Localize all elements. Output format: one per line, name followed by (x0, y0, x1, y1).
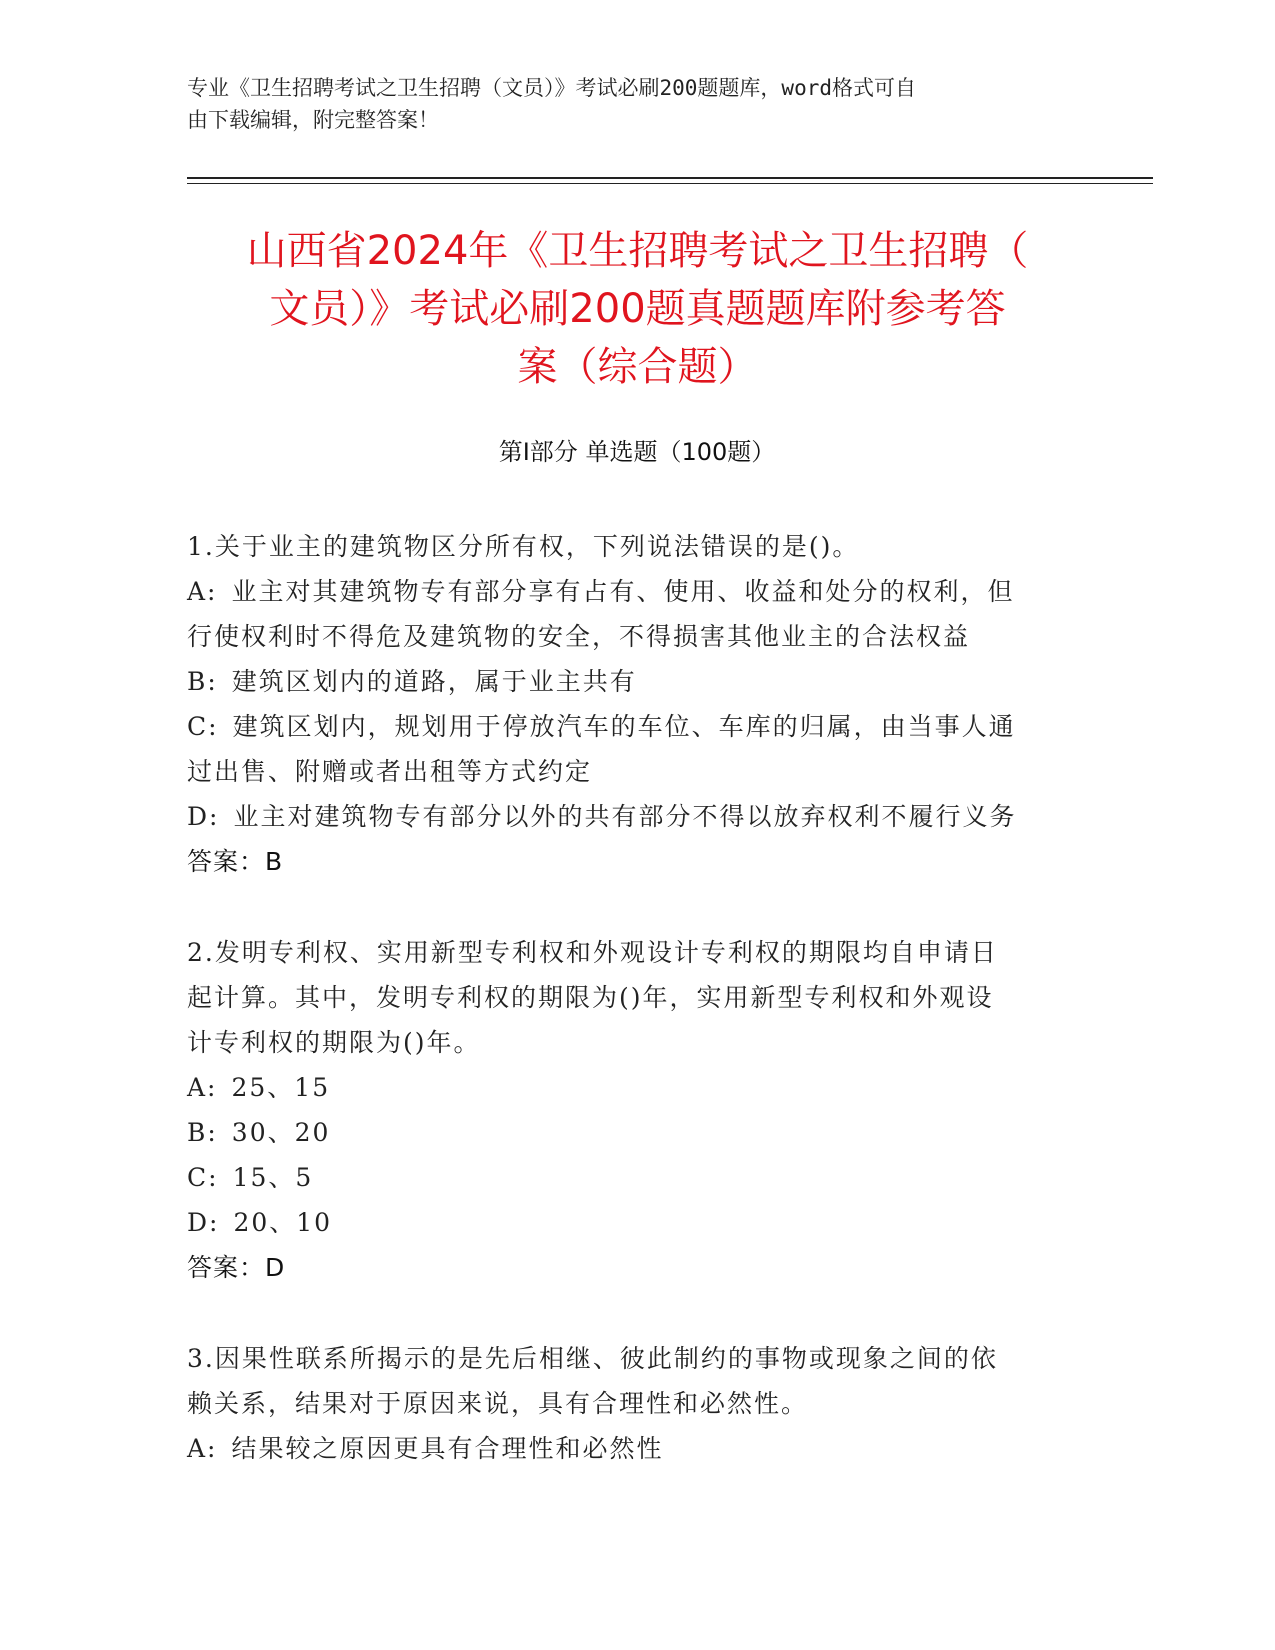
option-key: C: (187, 712, 219, 741)
section-title: 第Ⅰ部分 单选题（100题） (498, 438, 776, 466)
option-key: D: (187, 802, 220, 831)
option-text: 建筑区划内的道路，属于业主共有 (231, 667, 637, 696)
option-a (187, 569, 1067, 614)
option-a-continued: 行使权利时不得危及建筑物的安全，不得损害其他业主的合法权益 (187, 622, 971, 651)
option-text: 20、10 (233, 1208, 333, 1237)
option-key: B: (187, 1118, 218, 1147)
header-note-line: 专业《卫生招聘考试之卫生招聘（文员）》考试必刷200题题库，word格式可自 (187, 76, 916, 100)
option-d (187, 794, 1067, 839)
document-title-line: 文员）》考试必刷200题真题题库附参考答 (269, 286, 1006, 332)
document-title-line: 山西省2024年《卫生招聘考试之卫生招聘（ (246, 228, 1029, 274)
question-stem: 1.关于业主的建筑物区分所有权，下列说法错误的是()。 (187, 532, 860, 561)
question-stem: 3.因果性联系所揭示的是先后相继、彼此制约的事物或现象之间的依 (187, 1344, 998, 1373)
option-text: 30、20 (231, 1118, 331, 1147)
answer-label: 答案：D (187, 1253, 286, 1282)
document-title-line: 案（综合题） (517, 344, 758, 390)
option-text: 建筑区划内，规划用于停放汽车的车位、车库的归属，由当事人通 (232, 712, 1016, 741)
header-note-line: 由下载编辑，附完整答案！ (187, 108, 439, 132)
option-text: 25、15 (231, 1073, 331, 1102)
option-key: A: (187, 1073, 218, 1102)
option-b (187, 1110, 1067, 1155)
option-a (187, 1426, 1067, 1471)
option-d (187, 1200, 1067, 1245)
answer-label: 答案：B (187, 847, 284, 876)
option-b (187, 659, 1067, 704)
option-c (187, 1155, 1067, 1200)
option-key: D: (187, 1208, 220, 1237)
question-stem: 赖关系，结果对于原因来说，具有合理性和必然性。 (187, 1389, 809, 1418)
option-text: 15、5 (232, 1163, 314, 1192)
option-text: 业主对建筑物专有部分以外的共有部分不得以放弃权利不履行义务 (233, 802, 1017, 831)
option-text: 业主对其建筑物专有部分享有占有、使用、收益和处分的权利，但 (231, 577, 1015, 606)
header-divider (187, 177, 1153, 179)
option-key: B: (187, 667, 218, 696)
question-block (187, 930, 1067, 1290)
question-stem: 计专利权的期限为()年。 (187, 1028, 481, 1057)
option-text: 结果较之原因更具有合理性和必然性 (231, 1434, 664, 1463)
header-divider-thin (187, 183, 1153, 184)
option-key: A: (187, 577, 218, 606)
question-block (187, 524, 1067, 884)
header-note (187, 72, 1067, 136)
question-block (187, 1336, 1067, 1471)
option-key: A: (187, 1434, 218, 1463)
document-title (180, 222, 1095, 396)
option-c (187, 704, 1067, 749)
option-c-continued: 过出售、附赠或者出租等方式约定 (187, 757, 593, 786)
question-stem: 起计算。其中，发明专利权的期限为()年，实用新型专利权和外观设 (187, 983, 994, 1012)
option-a (187, 1065, 1067, 1110)
option-key: C: (187, 1163, 219, 1192)
question-stem: 2.发明专利权、实用新型专利权和外观设计专利权的期限均自申请日 (187, 938, 998, 967)
